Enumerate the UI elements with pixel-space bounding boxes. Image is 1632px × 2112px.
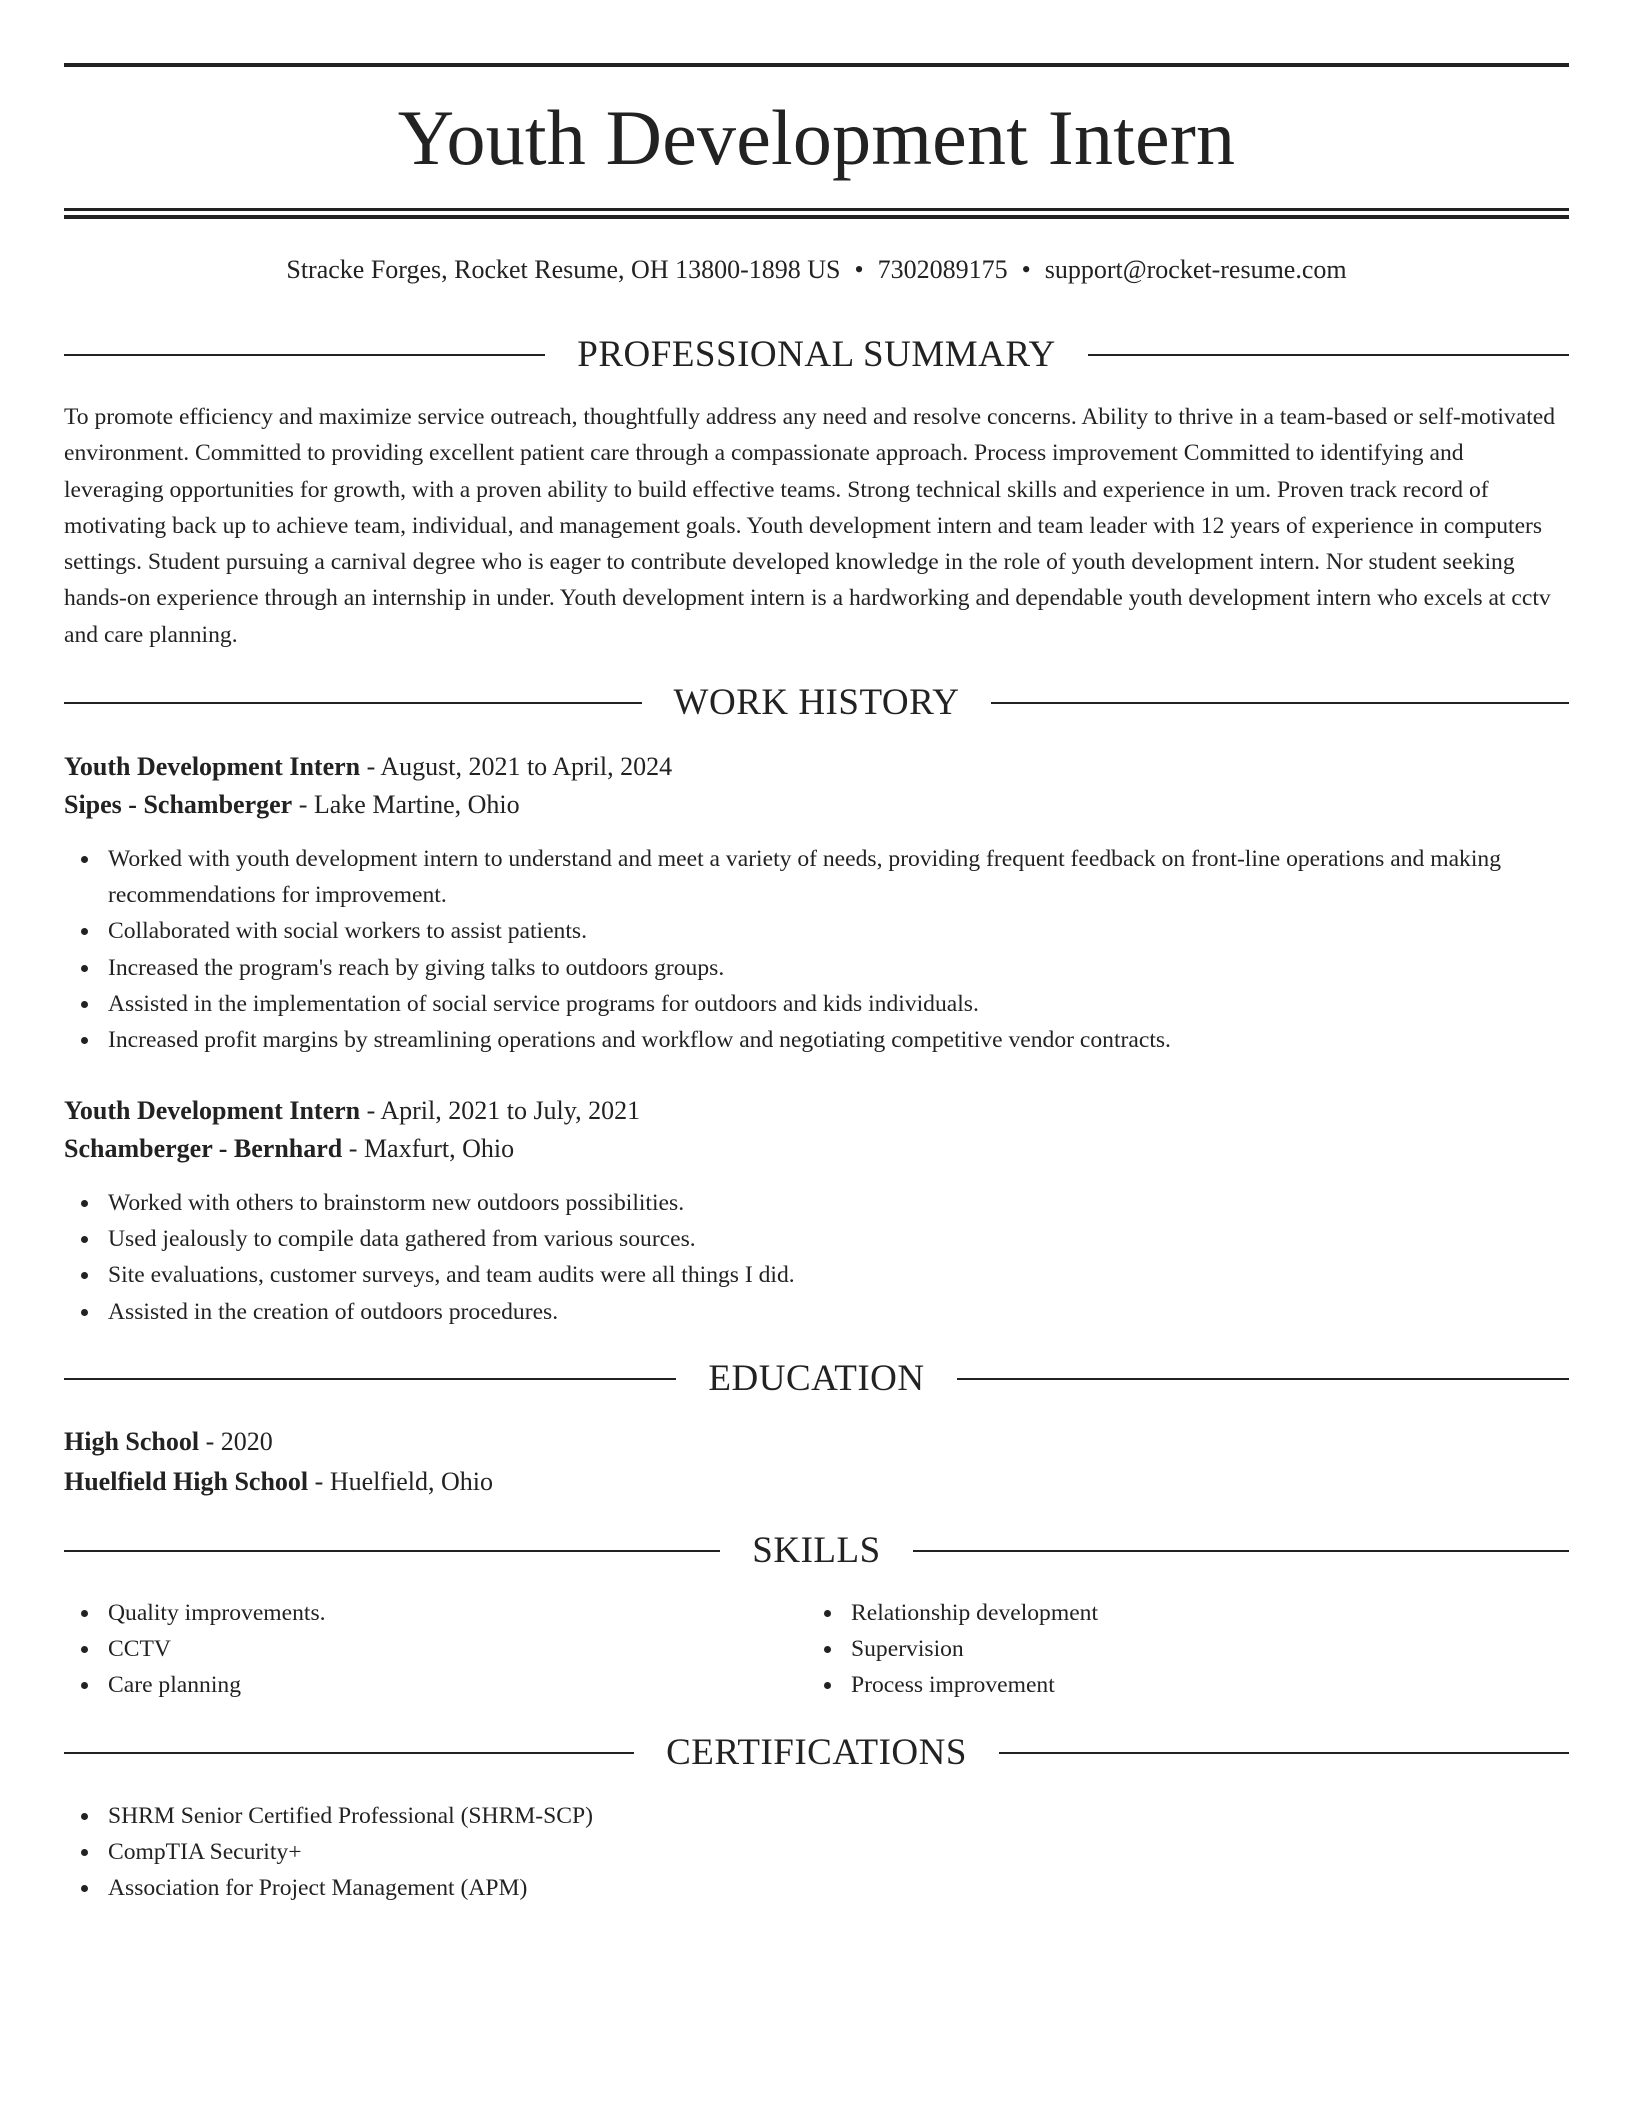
section-rule-left bbox=[64, 1550, 720, 1552]
job-location: - Maxfurt, Ohio bbox=[342, 1134, 515, 1163]
list-item: Assisted in the implementation of social service programs for outdoors and kids individuals. bbox=[64, 986, 1569, 1022]
list-item: Worked with youth development intern to understand and meet a variety of needs, providing frequent feedback on front-line operations and making recommendations for improvement. bbox=[64, 841, 1569, 913]
contact-separator: • bbox=[1021, 255, 1031, 284]
contact-email: support@rocket-resume.com bbox=[1044, 255, 1347, 284]
section-rule-left bbox=[64, 354, 545, 356]
list-item: SHRM Senior Certified Professional (SHRM-SCP) bbox=[64, 1798, 1569, 1834]
section-rule-right bbox=[991, 702, 1569, 704]
list-item: Used jealously to compile data gathered from various sources. bbox=[64, 1221, 1569, 1257]
section-title-work: WORK HISTORY bbox=[673, 682, 960, 723]
section-title-summary: PROFESSIONAL SUMMARY bbox=[577, 334, 1056, 375]
list-item: CCTV bbox=[64, 1631, 764, 1667]
section-rule-right bbox=[913, 1550, 1569, 1552]
list-item: Worked with others to brainstorm new outdoors possibilities. bbox=[64, 1185, 1569, 1221]
contact-separator: • bbox=[854, 255, 864, 284]
list-item: Association for Project Management (APM) bbox=[64, 1870, 1569, 1906]
list-item: Relationship development bbox=[807, 1595, 1507, 1631]
summary-text: To promote efficiency and maximize service outreach, thoughtfully address any need and resolve concerns. Ability to thrive in a team-based or self-motivated environment. Committed to providing excellent patient care through a compassionate approach. Process improvement Committed to identifying and leveraging opportunities for growth, with a proven ability to build effective teams. Strong technical skills and experience in um. Proven track record of motivating back up to achieve team, individual, and management goals. Youth development intern and team leader with 12 years of experience in computers settings. Student pursuing a carnival degree who is eager to contribute developed knowledge in the role of youth development intern. Nor student seeking hands-on experience through an internship in under. Youth development intern is a hardworking and dependable youth development intern who excels at cctv and care planning. bbox=[64, 404, 1556, 648]
list-item: Quality improvements. bbox=[64, 1595, 764, 1631]
section-header-summary bbox=[64, 333, 1569, 377]
education-location: - Huelfield, Ohio bbox=[308, 1467, 493, 1496]
job-bullets bbox=[64, 841, 1569, 1058]
list-item: Supervision bbox=[807, 1631, 1507, 1667]
section-rule-left bbox=[64, 1378, 676, 1380]
job-dates: - August, 2021 to April, 2024 bbox=[360, 752, 673, 781]
skills-list-left bbox=[64, 1595, 764, 1704]
job-company-line bbox=[64, 1131, 1569, 1167]
education-school: Huelfield High School bbox=[64, 1467, 309, 1496]
title-rule-upper bbox=[64, 208, 1569, 211]
list-item: Process improvement bbox=[807, 1667, 1507, 1703]
section-rule-right bbox=[999, 1752, 1569, 1754]
list-item: CompTIA Security+ bbox=[64, 1834, 1569, 1870]
contact-phone: 7302089175 bbox=[877, 255, 1008, 284]
job-company: Sipes - Schamberger bbox=[64, 790, 293, 819]
education-degree-line bbox=[64, 1424, 1569, 1460]
section-header-certifications bbox=[64, 1731, 1569, 1775]
list-item: Collaborated with social workers to assist patients. bbox=[64, 913, 1569, 949]
top-rule bbox=[64, 63, 1569, 67]
education-school-line bbox=[64, 1464, 1569, 1500]
section-rule-left bbox=[64, 1752, 634, 1754]
list-item: Care planning bbox=[64, 1667, 764, 1703]
job-title-line bbox=[64, 749, 1569, 785]
job-location: - Lake Martine, Ohio bbox=[292, 790, 520, 819]
section-title-skills: SKILLS bbox=[752, 1530, 881, 1571]
job-title: Youth Development Intern bbox=[64, 1096, 361, 1125]
page-title: Youth Development Intern bbox=[397, 94, 1236, 181]
job-bullets bbox=[64, 1185, 1569, 1330]
job-company: Schamberger - Bernhard bbox=[64, 1134, 343, 1163]
list-item: Site evaluations, customer surveys, and team audits were all things I did. bbox=[64, 1257, 1569, 1293]
title-rule-lower bbox=[64, 215, 1569, 219]
contact-address: Stracke Forges, Rocket Resume, OH 13800-1898 US bbox=[286, 255, 841, 284]
section-header-skills bbox=[64, 1529, 1569, 1573]
section-header-work bbox=[64, 681, 1569, 725]
skills-list-right bbox=[807, 1595, 1507, 1704]
section-rule-left bbox=[64, 702, 642, 704]
job-company-line bbox=[64, 787, 1569, 823]
list-item: Assisted in the creation of outdoors procedures. bbox=[64, 1294, 1569, 1330]
section-rule-right bbox=[957, 1378, 1569, 1380]
section-rule-right bbox=[1088, 354, 1569, 356]
education-degree: High School bbox=[64, 1427, 200, 1456]
section-title-certifications: CERTIFICATIONS bbox=[666, 1732, 967, 1773]
certifications-list bbox=[64, 1798, 1569, 1907]
job-dates: - April, 2021 to July, 2021 bbox=[360, 1096, 641, 1125]
job-title-line bbox=[64, 1093, 1569, 1129]
education-year: - 2020 bbox=[199, 1427, 273, 1456]
job-title: Youth Development Intern bbox=[64, 752, 361, 781]
list-item: Increased the program's reach by giving talks to outdoors groups. bbox=[64, 950, 1569, 986]
list-item: Increased profit margins by streamlining operations and workflow and negotiating competitive vendor contracts. bbox=[64, 1022, 1569, 1058]
section-title-education: EDUCATION bbox=[708, 1358, 925, 1399]
contact-line bbox=[64, 252, 1569, 288]
section-header-education bbox=[64, 1357, 1569, 1401]
